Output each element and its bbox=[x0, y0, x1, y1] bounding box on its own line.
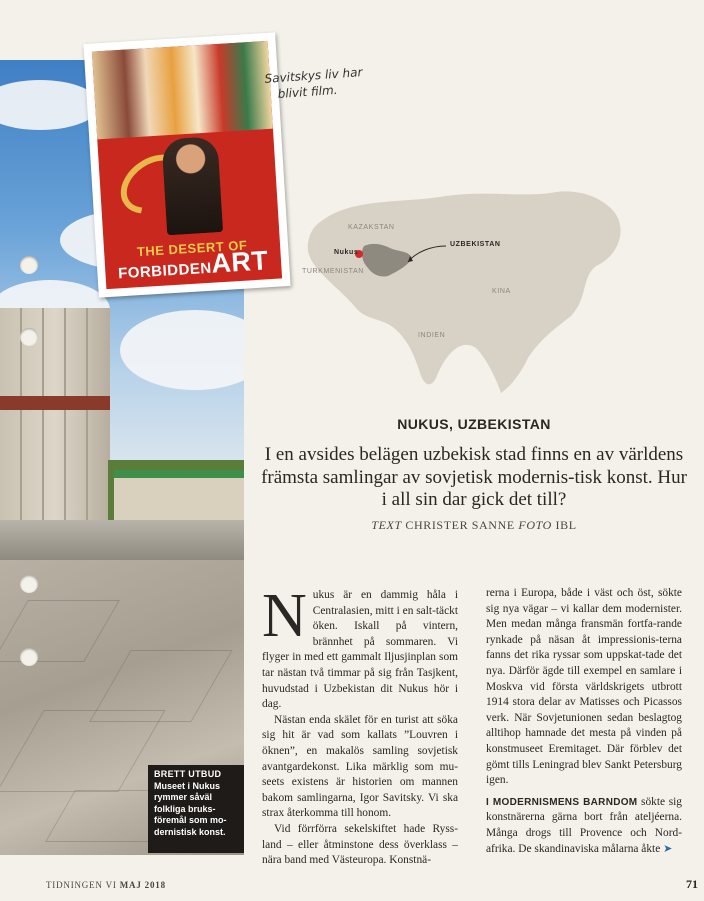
handwritten-note bbox=[264, 61, 406, 103]
footer-publication: TIDNINGEN VI bbox=[46, 880, 117, 890]
map-label-kina: KINA bbox=[492, 288, 511, 295]
col2-subhead: I MODERNISMENS BARNDOM bbox=[486, 796, 638, 808]
page-footer bbox=[46, 880, 166, 890]
article-lead: I en avsides belägen uzbekisk stad finns en av världens främsta samlingar av sovjetisk modernis-tisk konst. Hur i all sin dar gick det till? bbox=[261, 444, 687, 510]
col2-paragraph-2: sökte sig konstnärerna gärna bort från ateljéerna. Många drogs till Provence och Nord-afrika. De skandinaviska målarna åkte bbox=[486, 795, 682, 855]
map-label-turkmenistan: TURKMENISTAN bbox=[302, 268, 364, 275]
byline-photographer: IBL bbox=[555, 518, 577, 532]
article-column-2 bbox=[486, 586, 682, 857]
col1-paragraph-3: Vid förrförra sekelskiftet hade Ryss-land – eller åtminstone dess överklass – nära band med Västeuropa. Konstnä- bbox=[262, 822, 458, 867]
binder-hole bbox=[20, 328, 38, 346]
poster-title bbox=[104, 234, 282, 283]
museum-building bbox=[0, 308, 110, 528]
handwritten-note-line1: Savitskys liv har bbox=[264, 65, 363, 86]
map-label-nukus: Nukus bbox=[334, 249, 359, 256]
map-label-uzbekistan: UZBEKISTAN bbox=[450, 241, 501, 248]
byline-author: CHRISTER SANNE bbox=[405, 518, 515, 532]
location-tag: NUKUS, UZBEKISTAN bbox=[397, 416, 551, 432]
steps bbox=[0, 520, 244, 560]
poster-title-line1: THE DESERT OF bbox=[136, 237, 248, 260]
article-column-1 bbox=[262, 582, 458, 869]
photo-caption-body: Museet i Nukus rymmer såväl folkliga bruks-föremål som mo-dernistisk konst. bbox=[154, 780, 227, 837]
byline-photo-label: FOTO bbox=[518, 518, 552, 532]
map-label-kazakstan: KAZAKSTAN bbox=[348, 224, 395, 231]
col1-paragraph-2: Nästan enda skälet för en turist att söka sig hit är vad som kallats ”Louvren i öknen”, en makalös samling sovjetisk avantgardekonst. Lika märklig som mu-seets existens är historien om mannen bakom samlingarna, Igor Savitsky. Vi ska strax återkomma till honom. bbox=[262, 713, 458, 820]
binder-hole bbox=[20, 256, 38, 274]
binder-hole bbox=[20, 648, 38, 666]
film-poster bbox=[83, 32, 290, 297]
poster-title-art: ART bbox=[210, 245, 270, 279]
handwritten-note-line2: blivit film. bbox=[277, 82, 338, 102]
asia-map-shape bbox=[296, 188, 626, 398]
byline bbox=[244, 518, 704, 533]
poster-title-line2: FORBIDDEN bbox=[117, 259, 213, 283]
col1-paragraph-1: ukus är en dammig håla i Centralasien, mitt i en salt-täckt öken. Iskall på vintern, brännhet på sommaren. Vi flyger in med ett gammalt Iljusjinplan som tar nästan två timmar på sig från Tasjkent, huvudstad i Uzbekistan dit Nukus hör i dag. bbox=[262, 589, 458, 711]
poster-faces-artwork bbox=[92, 41, 273, 140]
dropcap: N bbox=[262, 582, 307, 650]
byline-text-label: TEXT bbox=[371, 518, 402, 532]
map-label-indien: INDIEN bbox=[418, 332, 446, 339]
binder-hole bbox=[20, 575, 38, 593]
footer-issue: MAJ 2018 bbox=[119, 880, 166, 890]
poster-portrait bbox=[161, 136, 223, 235]
continue-arrow-icon: ➤ bbox=[663, 842, 673, 855]
photo-caption-head: BRETT UTBUD bbox=[154, 769, 222, 779]
photo-caption bbox=[148, 765, 244, 853]
location-map bbox=[296, 188, 626, 398]
page-number: 71 bbox=[686, 877, 698, 891]
col2-paragraph-1: rerna i Europa, både i väst och öst, sökte sig nya vägar – vi kallar dem modernister. Men medan många fransmän fortfa-rande rynkade på näsan åt impressionis-terna fanns det rika ryssar som uppskat-tade det nya. Därför ägde till exempel en samlare i Moskva vid första världskrigets utbrott 1914 stora delar av Matisses och Picassos verk. När Sovjetunionen sedan beslagtog alltihop hamnade det mesta på vinden på konstmuseet Eremitaget. Där förblev det gömt tills Leningrad blev Sankt Petersburg igen. bbox=[486, 587, 682, 787]
